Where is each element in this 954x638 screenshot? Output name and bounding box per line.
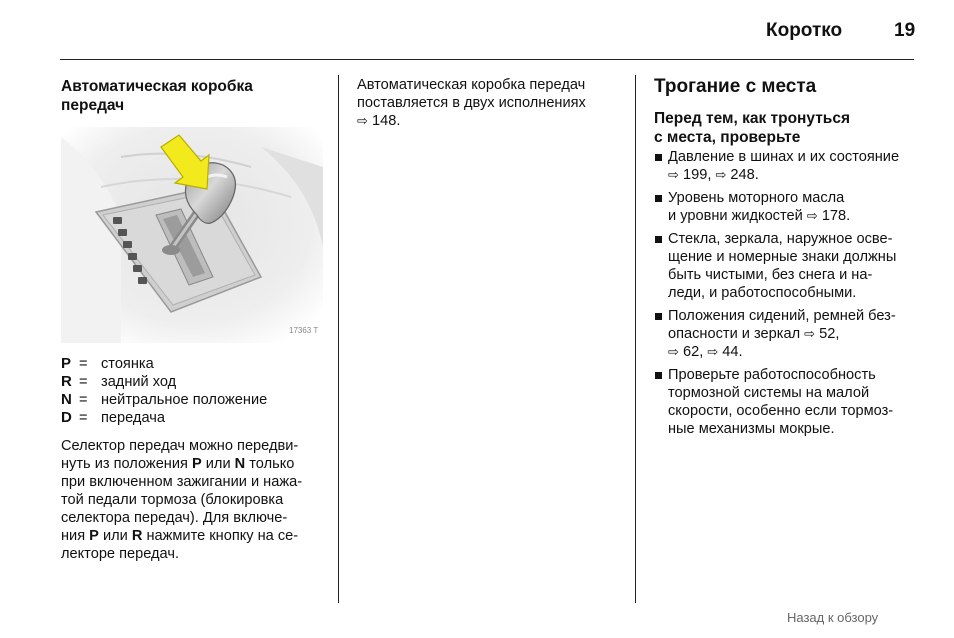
legend-text: задний ход [101, 374, 177, 390]
legend-row [61, 409, 329, 427]
text-line: поставляется в двух исполнениях [357, 95, 586, 111]
item-text: опасности и зеркал [668, 326, 801, 342]
legend-key: R [61, 373, 72, 390]
item-text: быть чистыми, без снега и на- [668, 267, 873, 283]
para-bold: R [131, 528, 143, 544]
para-bold: P [191, 456, 202, 472]
page-reference[interactable] [357, 113, 400, 129]
para-text: только [245, 456, 295, 472]
legend-text: стоянка [101, 356, 154, 372]
page-section-title: Коротко [766, 20, 843, 41]
column-divider-1 [338, 75, 339, 603]
legend-row [61, 391, 329, 409]
list-item [654, 189, 916, 225]
back-to-overview-link[interactable]: Назад к обзору [787, 610, 879, 625]
para-line: той педали тормоза (блокировка [61, 492, 284, 508]
checklist [654, 148, 916, 438]
item-text: ные механизмы мокрые. [668, 421, 835, 437]
page-ref-arrow-icon: ⇨ [806, 208, 818, 223]
item-text: тормозной системы на малой [668, 385, 870, 401]
bullet-square-icon [655, 313, 662, 320]
gear-legend [61, 355, 329, 427]
item-text: леди, и работоспособными. [668, 285, 857, 301]
para-text: нажмите кнопку на се- [142, 528, 299, 544]
para-bold: N [234, 456, 246, 472]
list-item [654, 366, 916, 438]
subtitle-line: Перед тем, как тронуться [654, 110, 851, 127]
page-number: 19 [894, 20, 916, 41]
figure-label: 17363 T [289, 326, 319, 335]
item-text: Стекла, зеркала, наружное осве- [668, 231, 893, 247]
section-subtitle [654, 109, 916, 147]
page-ref-number: 148. [371, 113, 401, 129]
header-divider [60, 59, 914, 60]
page-reference[interactable] [807, 208, 850, 224]
item-text: Проверьте работоспособность [668, 367, 876, 383]
page-reference[interactable] [715, 167, 758, 183]
page-ref-arrow-icon: ⇨ [668, 167, 679, 182]
column-right [654, 76, 916, 443]
subtitle-line: с места, проверьте [654, 129, 801, 146]
para-bold: P [89, 528, 99, 544]
column-left [61, 77, 329, 563]
legend-equals: = [79, 356, 88, 372]
text-line: Автоматическая коробка передач [357, 77, 586, 93]
legend-key: P [61, 355, 72, 372]
page-ref-arrow-icon: ⇨ [707, 344, 719, 359]
para-text: нуть из положения [61, 456, 192, 472]
item-text: Уровень моторного масла [668, 190, 845, 206]
page-ref-number: 199, [682, 167, 712, 183]
legend-row [61, 373, 329, 391]
list-item [654, 148, 916, 184]
item-text: Положения сидений, ремней без- [668, 308, 896, 324]
gear-selector-figure [61, 127, 323, 343]
page-ref-arrow-icon: ⇨ [804, 326, 816, 341]
list-item [654, 307, 916, 361]
para-line: Селектор передач можно передви- [61, 438, 299, 454]
list-item [654, 230, 916, 302]
selector-paragraph [61, 437, 329, 563]
legend-text: нейтральное положение [101, 392, 268, 408]
column-divider-2 [635, 75, 636, 603]
bullet-square-icon [655, 236, 662, 243]
gear-selector-illustration [61, 127, 323, 343]
page-ref-number: 44. [722, 344, 743, 360]
bullet-square-icon [655, 154, 662, 161]
legend-key: N [61, 391, 72, 408]
legend-row [61, 355, 329, 373]
para-text: или [201, 456, 235, 472]
item-text: и уровни жидкостей [668, 208, 803, 224]
legend-equals: = [79, 410, 88, 426]
page-ref-arrow-icon: ⇨ [357, 113, 368, 128]
item-text: скорости, особенно если тормоз- [668, 403, 894, 419]
heading-line-1: Автоматическая коробка [61, 78, 253, 95]
bullet-square-icon [655, 195, 662, 202]
page-ref-arrow-icon: ⇨ [715, 167, 727, 182]
page-reference[interactable] [668, 167, 711, 183]
page-ref-arrow-icon: ⇨ [668, 344, 679, 359]
para-line: лекторе передач. [61, 546, 180, 562]
page-ref-number: 52, [819, 326, 840, 342]
item-text: Давление в шинах и их состояние [668, 149, 900, 165]
page-reference[interactable] [668, 344, 703, 360]
legend-text: передача [101, 410, 165, 426]
para-line: при включенном зажигании и нажа- [61, 474, 303, 490]
bullet-square-icon [655, 372, 662, 379]
page-ref-number: 62, [682, 344, 704, 360]
legend-equals: = [79, 392, 88, 408]
section-heading [61, 77, 329, 115]
heading-line-2: передач [61, 97, 125, 114]
para-line: селектора передач). Для включе- [61, 510, 288, 526]
legend-key: D [61, 409, 72, 426]
para-text: или [98, 528, 132, 544]
column-middle [357, 76, 619, 130]
page-ref-number: 178. [821, 208, 851, 224]
para-text: ния [61, 528, 90, 544]
legend-equals: = [79, 374, 88, 390]
page-reference[interactable] [707, 344, 742, 360]
page-ref-number: 248. [730, 167, 759, 183]
section-title: Трогание с места [654, 76, 817, 97]
page-reference[interactable] [804, 326, 839, 342]
item-text: щение и номерные знаки должны [668, 249, 897, 265]
